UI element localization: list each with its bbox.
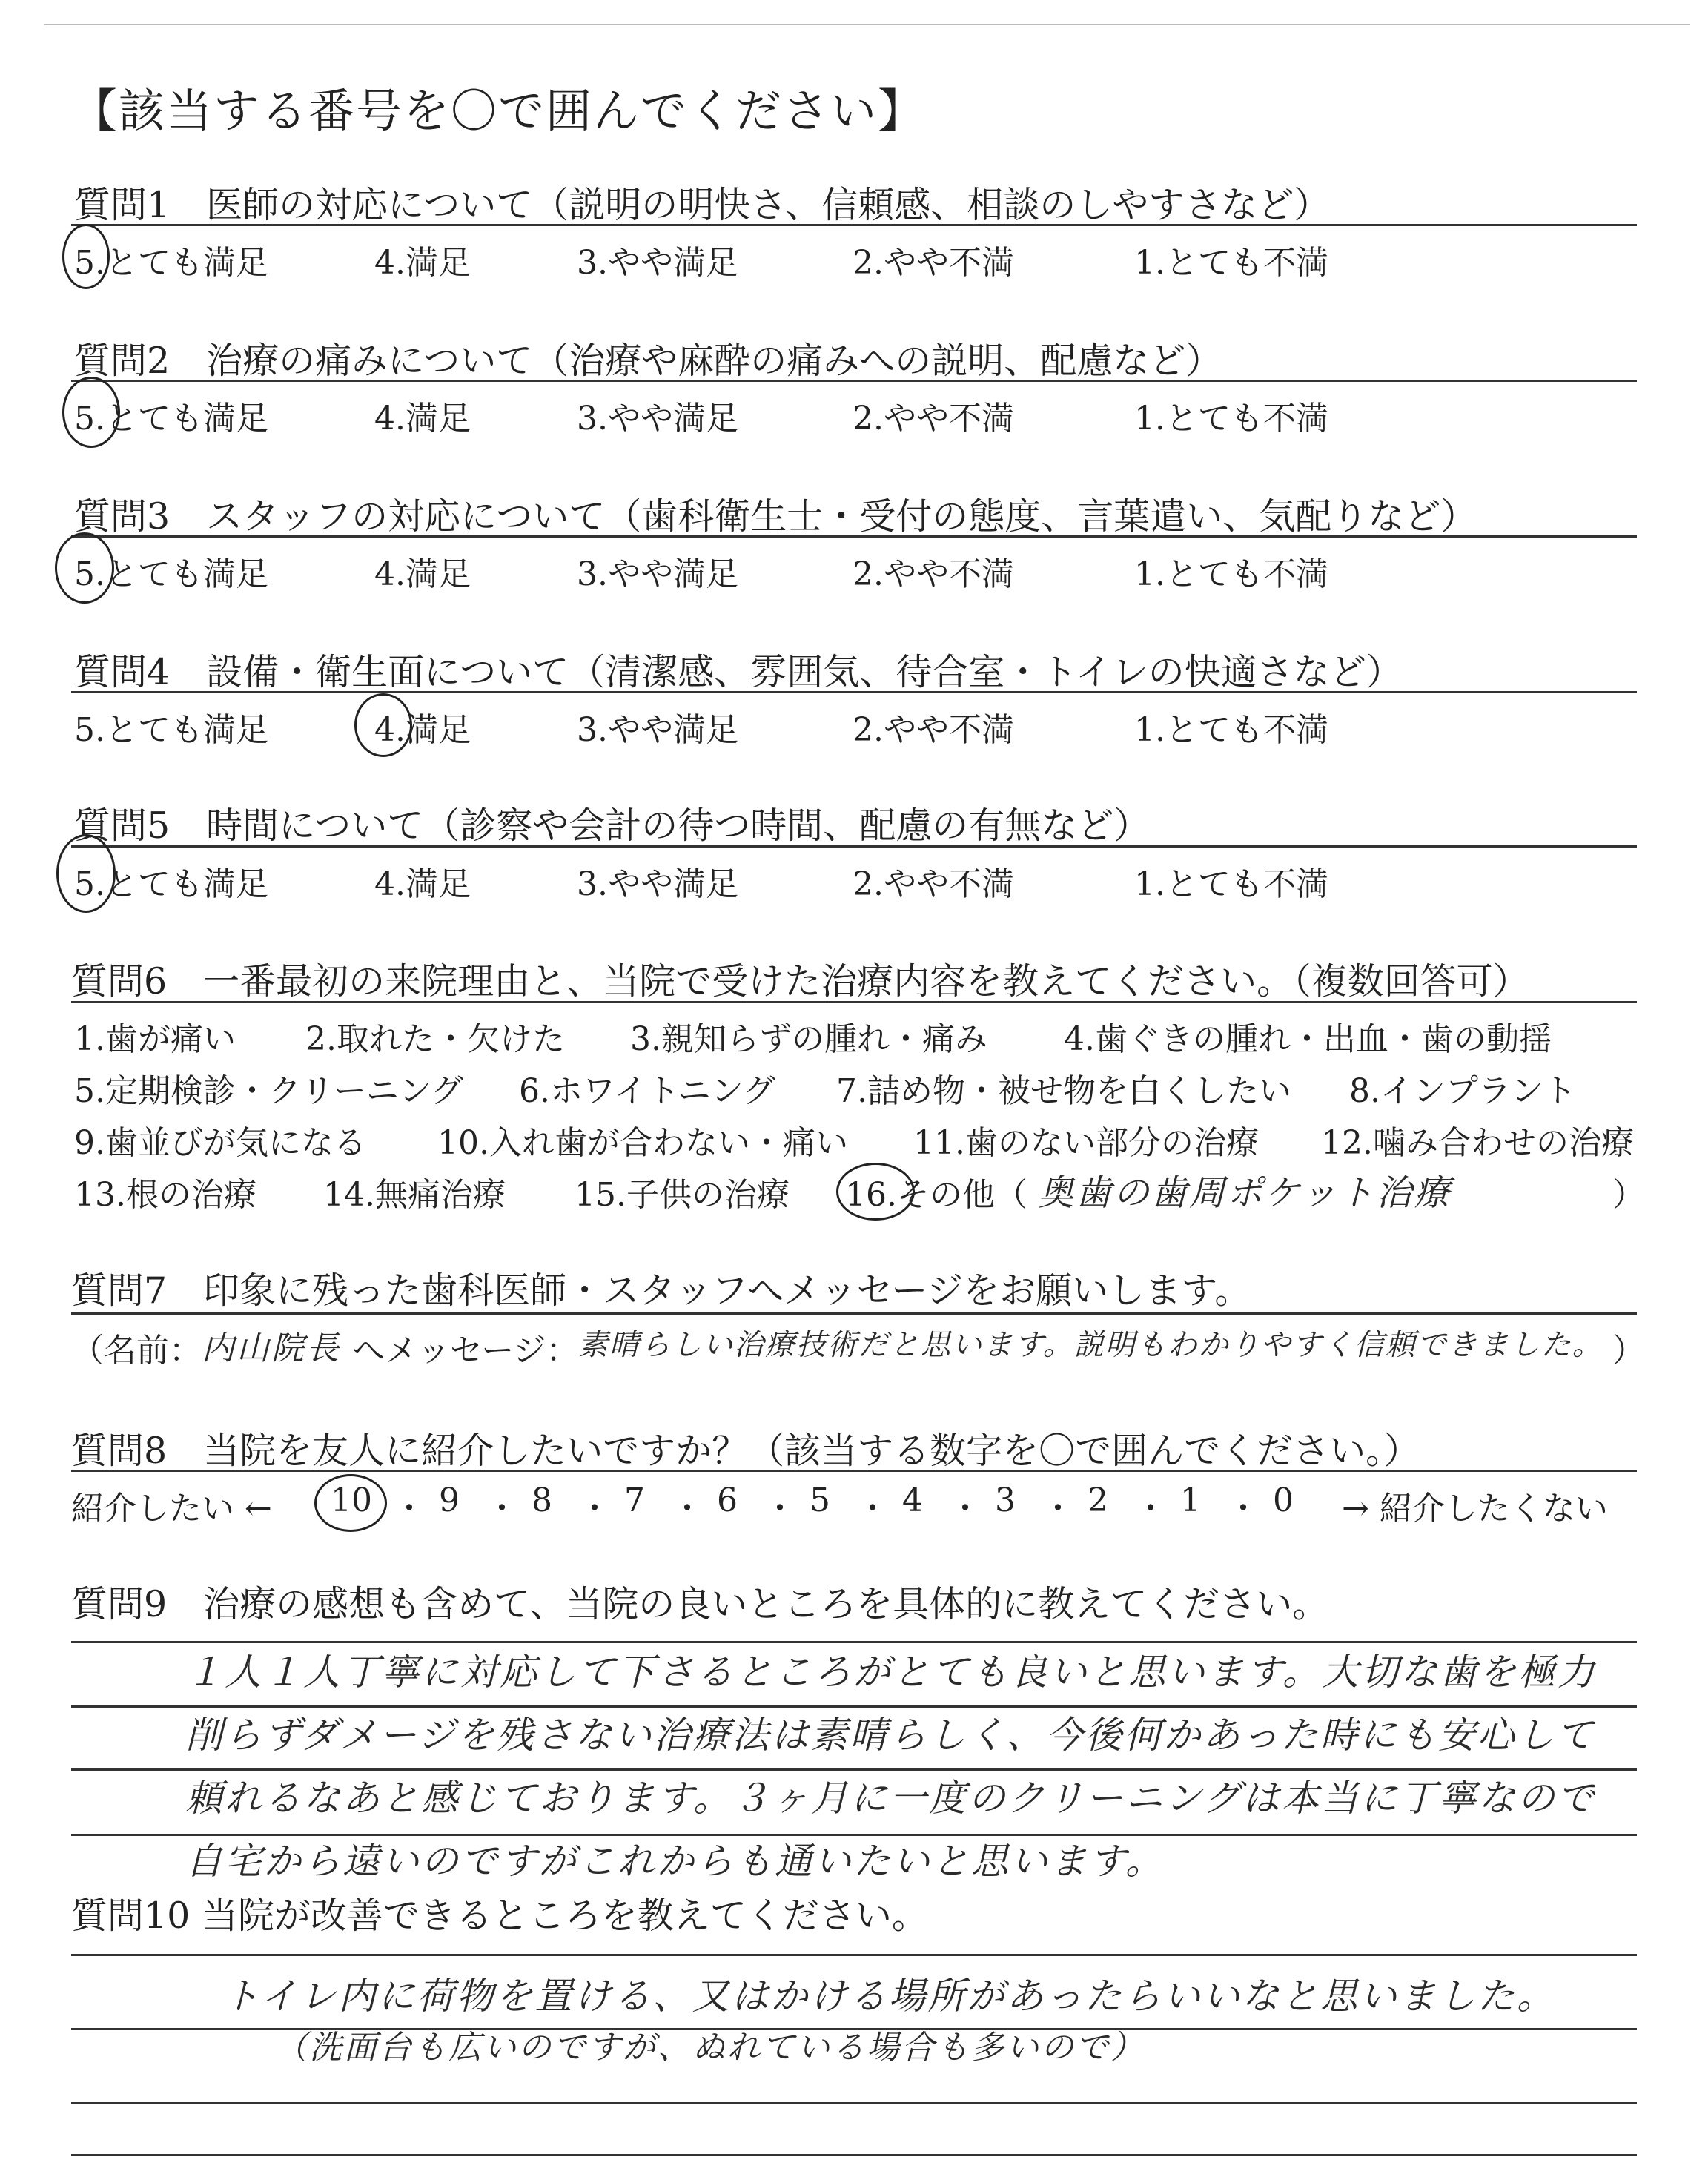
q3-option-2[interactable]: 2.やや不満 <box>853 555 1014 593</box>
q8-score-2[interactable]: 2 <box>1088 1482 1108 1519</box>
q4-option-4[interactable]: 4.満足 <box>374 711 471 749</box>
q1-option-5[interactable]: 5.とても満足 <box>74 244 268 282</box>
q3-selection-circle <box>55 532 114 604</box>
q2-option-3[interactable]: 3.やや満足 <box>577 400 738 437</box>
q8-score-4[interactable]: 4 <box>902 1482 923 1519</box>
q3-option-3[interactable]: 3.やや満足 <box>577 555 738 593</box>
q5-option-2[interactable]: 2.やや不満 <box>853 865 1014 903</box>
q3-option-1[interactable]: 1.とても不満 <box>1134 555 1328 593</box>
q7-message-label: へメッセージ： <box>352 1332 579 1370</box>
q8-score-6[interactable]: 6 <box>717 1482 738 1519</box>
q1-option-1[interactable]: 1.とても不満 <box>1134 244 1328 282</box>
q9-answer-line-3[interactable]: 頼れるなあと感じております。３ヶ月に一度のクリーニングは本当に丁寧なので <box>185 1777 1596 1820</box>
q6-option-12[interactable]: 12.噛み合わせの治療 <box>1321 1124 1634 1162</box>
q8-score-10[interactable]: 10 <box>331 1482 372 1519</box>
q9-answer-line-2[interactable]: 削らずダメージを残さない治療法は素晴らしく、今後何かあった時にも安心して <box>185 1714 1595 1757</box>
q8-score-0[interactable]: 0 <box>1273 1482 1294 1519</box>
q1-underline <box>71 224 1637 226</box>
q8-dot: ・ <box>764 1490 796 1527</box>
page-title: 【該当する番号を〇で囲んでください】 <box>71 84 926 138</box>
q2-option-2[interactable]: 2.やや不満 <box>853 400 1014 437</box>
q2-underline <box>71 380 1637 382</box>
q8-score-8[interactable]: 8 <box>532 1482 552 1519</box>
q7-close: ） <box>1612 1332 1645 1370</box>
q8-dot: ・ <box>949 1490 982 1527</box>
q8-score-5[interactable]: 5 <box>810 1482 830 1519</box>
q10-rule-1 <box>71 1954 1637 1956</box>
q6-option-4[interactable]: 4.歯ぐきの腫れ・出血・歯の動揺 <box>1064 1020 1552 1058</box>
q5-option-1[interactable]: 1.とても不満 <box>1134 865 1328 903</box>
q6-heading: 質問6 一番最初の来院理由と、当院で受けた治療内容を教えてください。（複数回答可） <box>71 960 1529 1003</box>
q3-option-5[interactable]: 5.とても満足 <box>74 555 268 593</box>
q4-selection-circle <box>354 693 412 757</box>
q10-rule-4 <box>71 2154 1637 2156</box>
q6-option-9[interactable]: 9.歯並びが気になる <box>74 1124 366 1162</box>
page-top-border <box>44 24 1690 25</box>
q6-selection-circle <box>836 1163 915 1221</box>
q8-dot: ・ <box>671 1490 704 1527</box>
q7-name-label: （名前： <box>71 1332 202 1370</box>
q8-heading: 質問8 当院を友人に紹介したいですか？（該当する数字を〇で囲んでください。） <box>71 1430 1420 1472</box>
q8-score-7[interactable]: 7 <box>624 1482 645 1519</box>
q6-option-7[interactable]: 7.詰め物・被せ物を白くしたい <box>836 1072 1291 1110</box>
q4-option-1[interactable]: 1.とても不満 <box>1134 711 1328 749</box>
q5-selection-circle <box>56 834 116 913</box>
q4-option-5[interactable]: 5.とても満足 <box>74 711 268 749</box>
q2-option-5[interactable]: 5.とても満足 <box>74 400 268 437</box>
q7-underline <box>71 1312 1637 1315</box>
q9-answer-line-1[interactable]: １人１人丁寧に対応して下さるところがとても良いと思います。大切な歯を極力 <box>185 1651 1597 1694</box>
q8-score-1[interactable]: 1 <box>1180 1482 1201 1519</box>
q6-option-10[interactable]: 10.入れ歯が合わない・痛い <box>437 1124 848 1162</box>
q5-underline <box>71 845 1637 848</box>
q1-option-2[interactable]: 2.やや不満 <box>853 244 1014 282</box>
q8-left-label: 紹介したい ← <box>71 1490 272 1527</box>
q10-answer-line-1[interactable]: トイレ内に荷物を置ける、又はかける場所があったらいいなと思いました。 <box>222 1975 1556 2018</box>
q6-option-16[interactable]: 16.その他（ <box>845 1176 1027 1214</box>
q6-option-2[interactable]: 2.取れた・欠けた <box>305 1020 565 1058</box>
q6-option-14[interactable]: 14.無痛治療 <box>323 1176 506 1214</box>
q6-other-close: ） <box>1612 1176 1645 1214</box>
q8-dot: ・ <box>578 1490 611 1527</box>
q8-dot: ・ <box>1042 1490 1074 1527</box>
q10-answer-line-2[interactable]: （洗面台も広いのですが、ぬれている場合も多いので） <box>274 2029 1145 2067</box>
q6-other-answer[interactable]: 奥歯の歯周ポケット治療 <box>1038 1172 1452 1214</box>
q2-selection-circle <box>62 377 120 448</box>
q8-score-3[interactable]: 3 <box>995 1482 1016 1519</box>
q6-option-11[interactable]: 11.歯のない部分の治療 <box>913 1124 1259 1162</box>
q8-dot: ・ <box>486 1490 518 1527</box>
q2-option-1[interactable]: 1.とても不満 <box>1134 400 1328 437</box>
q3-underline <box>71 535 1637 538</box>
q8-dot: ・ <box>1227 1490 1260 1527</box>
q10-heading: 質問10 当院が改善できるところを教えてください。 <box>71 1895 928 1937</box>
q8-dot: ・ <box>393 1490 426 1527</box>
q3-heading: 質問3 スタッフの対応について（歯科衛生士・受付の態度、言葉遣い、気配りなど） <box>74 495 1477 538</box>
q1-option-4[interactable]: 4.満足 <box>374 244 471 282</box>
q4-option-3[interactable]: 3.やや満足 <box>577 711 738 749</box>
q1-heading: 質問1 医師の対応について（説明の明快さ、信頼感、相談のしやすさなど） <box>74 184 1331 226</box>
q6-option-5[interactable]: 5.定期検診・クリーニング <box>74 1072 464 1110</box>
q4-option-2[interactable]: 2.やや不満 <box>853 711 1014 749</box>
q4-heading: 質問4 設備・衛生面について（清潔感、雰囲気、待合室・トイレの快適さなど） <box>74 651 1403 693</box>
q5-option-3[interactable]: 3.やや満足 <box>577 865 738 903</box>
q2-heading: 質問2 治療の痛みについて（治療や麻酔の痛みへの説明、配慮など） <box>74 340 1222 382</box>
q10-rule-3 <box>71 2102 1637 2104</box>
q6-option-8[interactable]: 8.インプラント <box>1349 1072 1576 1110</box>
q9-heading: 質問9 治療の感想も含めて、当院の良いところを具体的に教えてください。 <box>71 1583 1329 1625</box>
q8-dot: ・ <box>856 1490 889 1527</box>
q9-answer-line-4[interactable]: 自宅から遠いのですがこれからも通いたいと思います。 <box>185 1840 1165 1883</box>
q1-option-3[interactable]: 3.やや満足 <box>577 244 738 282</box>
q6-option-15[interactable]: 15.子供の治療 <box>575 1176 790 1214</box>
q8-selection-circle <box>314 1474 387 1532</box>
q6-underline <box>71 1001 1637 1003</box>
q8-dot: ・ <box>1134 1490 1167 1527</box>
q5-option-5[interactable]: 5.とても満足 <box>74 865 268 903</box>
q8-right-label: → 紹介したくない <box>1342 1490 1608 1527</box>
q4-underline <box>71 691 1637 693</box>
q5-option-4[interactable]: 4.満足 <box>374 865 471 903</box>
q6-option-1[interactable]: 1.歯が痛い <box>74 1020 236 1058</box>
q5-heading: 質問5 時間について（診察や会計の待つ時間、配慮の有無など） <box>74 805 1151 847</box>
q2-option-4[interactable]: 4.満足 <box>374 400 471 437</box>
q8-underline <box>71 1470 1637 1472</box>
q6-option-13[interactable]: 13.根の治療 <box>74 1176 256 1214</box>
q1-selection-circle <box>62 224 110 289</box>
q7-heading: 質問7 印象に残った歯科医師・スタッフへメッセージをお願いします。 <box>71 1269 1251 1312</box>
q6-option-3[interactable]: 3.親知らずの腫れ・痛み <box>630 1020 987 1058</box>
q7-name-value[interactable]: 内山院長 <box>202 1330 341 1367</box>
q7-message[interactable]: 素晴らしい治療技術だと思います。説明もわかりやすく信頼できました。 <box>578 1328 1603 1362</box>
q8-score-9[interactable]: 9 <box>439 1482 460 1519</box>
q6-option-6[interactable]: 6.ホワイトニング <box>519 1072 776 1110</box>
q3-option-4[interactable]: 4.満足 <box>374 555 471 593</box>
